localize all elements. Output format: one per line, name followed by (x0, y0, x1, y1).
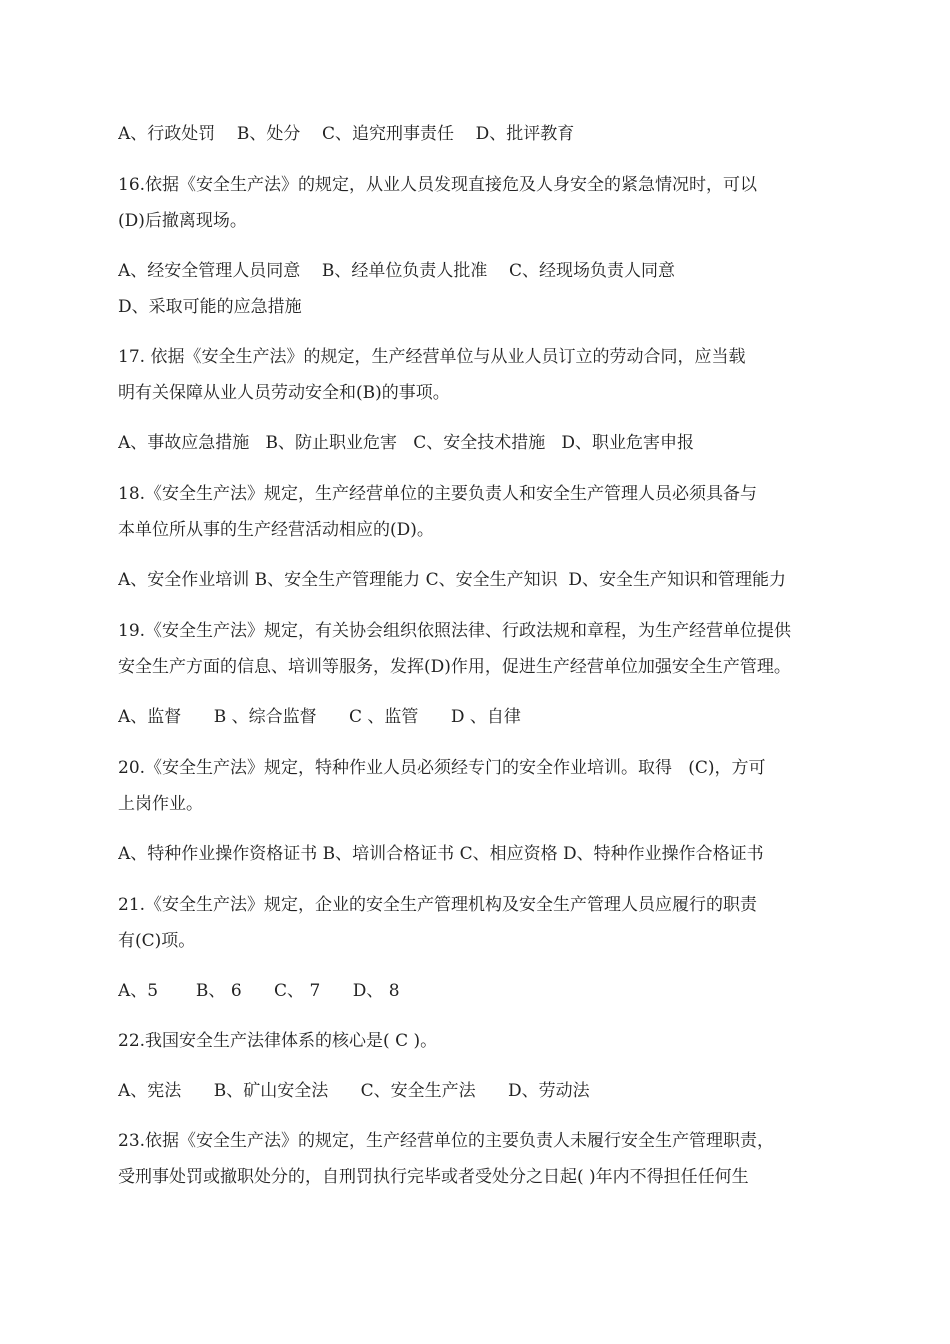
answer-options-q15: A、行政处罚 B、处分 C、追究刑事责任 D、批评教育 (118, 124, 575, 144)
question-23-line-1: 23.依据《安全生产法》的规定，生产经营单位的主要负责人未履行安全生产管理职责， (118, 1131, 775, 1151)
question-18-line-2: 本单位所从事的生产经营活动相应的(D)。 (118, 520, 434, 540)
answer-options-q21: A、5 B、 6 C、 7 D、 8 (118, 981, 400, 1001)
question-18-line-1: 18.《安全生产法》规定，生产经营单位的主要负责人和安全生产管理人员必须具备与 (118, 484, 758, 504)
question-22: 22.我国安全生产法律体系的核心是( C )。 (118, 1031, 438, 1051)
question-20-line-1: 20.《安全生产法》规定，特种作业人员必须经专门的安全作业培训。取得 (C)，方可 (118, 758, 766, 778)
question-16-line-2: (D)后撤离现场。 (118, 211, 247, 231)
question-19-line-2: 安全生产方面的信息、培训等服务，发挥(D)作用，促进生产经营单位加强安全生产管理。 (118, 657, 791, 677)
answer-options-q16-line-1: A、经安全管理人员同意 B、经单位负责人批准 C、经现场负责人同意 (118, 261, 676, 281)
question-17-line-2: 明有关保障从业人员劳动安全和(B)的事项。 (118, 383, 450, 403)
question-17-line-1: 17. 依据《安全生产法》的规定，生产经营单位与从业人员订立的劳动合同，应当载 (118, 347, 746, 367)
answer-options-q18: A、安全作业培训 B、安全生产管理能力 C、安全生产知识 D、安全生产知识和管理能力 (118, 570, 787, 590)
answer-options-q16-line-2: D、采取可能的应急措施 (118, 297, 302, 317)
question-19-line-1: 19.《安全生产法》规定，有关协会组织依照法律、行政法规和章程，为生产经营单位提供 (118, 621, 792, 641)
answer-options-q17: A、事故应急措施 B、防止职业危害 C、安全技术措施 D、职业危害申报 (118, 433, 695, 453)
question-16-line-1: 16.依据《安全生产法》的规定，从业人员发现直接危及人身安全的紧急情况时，可以 (118, 175, 758, 195)
answer-options-q22: A、宪法 B、矿山安全法 C、安全生产法 D、劳动法 (118, 1081, 590, 1101)
question-20-line-2: 上岗作业。 (118, 794, 203, 814)
answer-options-q19: A、监督 B 、综合监督 C 、监管 D 、自律 (118, 707, 521, 727)
answer-options-q20: A、特种作业操作资格证书 B、培训合格证书 C、相应资格 D、特种作业操作合格证书 (118, 844, 764, 864)
question-21-line-1: 21.《安全生产法》规定，企业的安全生产管理机构及安全生产管理人员应履行的职责 (118, 895, 758, 915)
question-23-line-2: 受刑事处罚或撤职处分的，自刑罚执行完毕或者受处分之日起( )年内不得担任任何生 (118, 1167, 749, 1187)
question-21-line-2: 有(C)项。 (118, 931, 196, 951)
